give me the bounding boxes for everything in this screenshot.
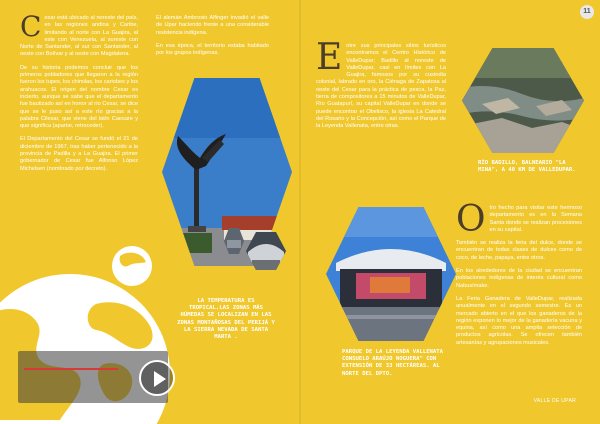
indigenous-towns-paragraph: En los alrededores de la ciudad se encuentran poblaciones indígenas de interés cultural como Nabusímake.: [456, 268, 582, 289]
climate-caption: LA TEMPERATURA ES TROPICAL,LAS ZONAS MÁS HÚMEDAS SE LOCALIZAN EN LAS ZONAS MONTAÑOSAS DEL PERIJÁ Y LA SIERRA NEVADA DE SANTA MARTA .: [177, 298, 275, 341]
tourism-column: [316, 37, 446, 137]
foundation-paragraph: El Departamento del Cesar se fundó el 21 de diciembre de 1967, tras haber pertenecido a la provincia de Padilla y a La Guajira. El primer gobernador de Cesar fue Alfonso López Michelsen (nombrado por decreto).: [20, 136, 138, 172]
video-player[interactable]: [18, 351, 168, 403]
history-paragraph: De su historia podemos concluir que los primeros pobladores que llegaron a la región fueron los tupes, los chimilas, los cariobes y los arahuacos. El origen del nombre Cesar es incierto, aunque se sabe que el departamento fue bautizado así en honor al río Cesar, se dice que se le puso así a este río gracias a la palabra Cilesar, que viene del latín Caesare y que significa (apartar, retroceder).: [20, 64, 138, 130]
park-caption: PARQUE DE LA LEYENDA VALLENATA CONSUELO ARAÚJO NOGUERA" CON EXTENSIÓN DE 33 HECTÁREAS. AL NORTE DEL DPTO.: [342, 349, 444, 377]
semana-santa-paragraph: tro hecho para visitar este hermoso departamento es en la Semana Santa donde se realizan procesiones en su capital.: [489, 205, 582, 233]
intro-column: [20, 10, 138, 179]
dropcap-o: O: [456, 199, 486, 240]
video-progress-bar[interactable]: [24, 368, 118, 370]
conquest-paragraph: El alemán Ambrosio Alfinger invadió el valle de Upar haciendo frente a una considerable resistencia indígena.: [156, 15, 269, 36]
intro-paragraph: esar está ubicado al noreste del país, en las regiones andina y Caribe, limitando al norte con La Guajira, al este con Venezuela, al sureste con Norte de Santander, al sur con Santander, al oeste con Bolívar y al oeste con Magdalena.: [20, 15, 138, 58]
dropcap-c: C: [20, 10, 42, 43]
events-column: [456, 199, 582, 353]
page-fold: [299, 0, 301, 424]
tourism-paragraph: ntre sus principales sitios turísticos encontramos el Centro Histórico de ValleDupar; Badillo al noreste de ValleDupar, casi en límites con La Guajira, famosos por su custodia colonial, labrado en oro, la Ciénaga de Zapatosa al oeste del Cesar para la práctica de pesca, la Paz, tierra de compositores a 15 minutos de ValleDupar, Río Guatapurí, su capital ValleDupar en donde se puede encontrar el Obelisco, la iglesia La Catedral del Rosario y la Concepción, así como el Parque de la Leyenda Vallenata, entre otras.: [316, 43, 446, 130]
feria-ganadera-paragraph: La Feria Ganadera de ValleDupar, realizada anualmente en el segundo semestre. Es un mercado abierto en el que los ganaderos de la región exponen lo mejor de la ganadería vacuna y equina, así como una amplia selección de productos agrícolas. Se ofrecen también artesanías y agrupaciones musicales.: [456, 295, 582, 346]
park-photo: [326, 207, 456, 341]
page-number-badge: 11: [580, 5, 594, 19]
feria-dulce-paragraph: También se realiza la feria del dulce, donde se encuentran de todas clases de dulces como de coco, de leche, papaya, entre otros.: [456, 240, 582, 261]
play-icon[interactable]: [139, 360, 175, 396]
indigenous-paragraph: En esa época, el territorio estaba habitado por los grupos indígenas.: [156, 42, 269, 57]
river-photo: [462, 48, 584, 153]
dropcap-e: E: [316, 37, 343, 78]
footer-title: VALLE DE UPAR: [533, 398, 576, 404]
river-caption: RÍO BADILLO, BALNEARIO "LA MINA", A 40 KM DE VALLEDUPAR.: [478, 160, 576, 174]
conquest-column: [156, 15, 269, 63]
